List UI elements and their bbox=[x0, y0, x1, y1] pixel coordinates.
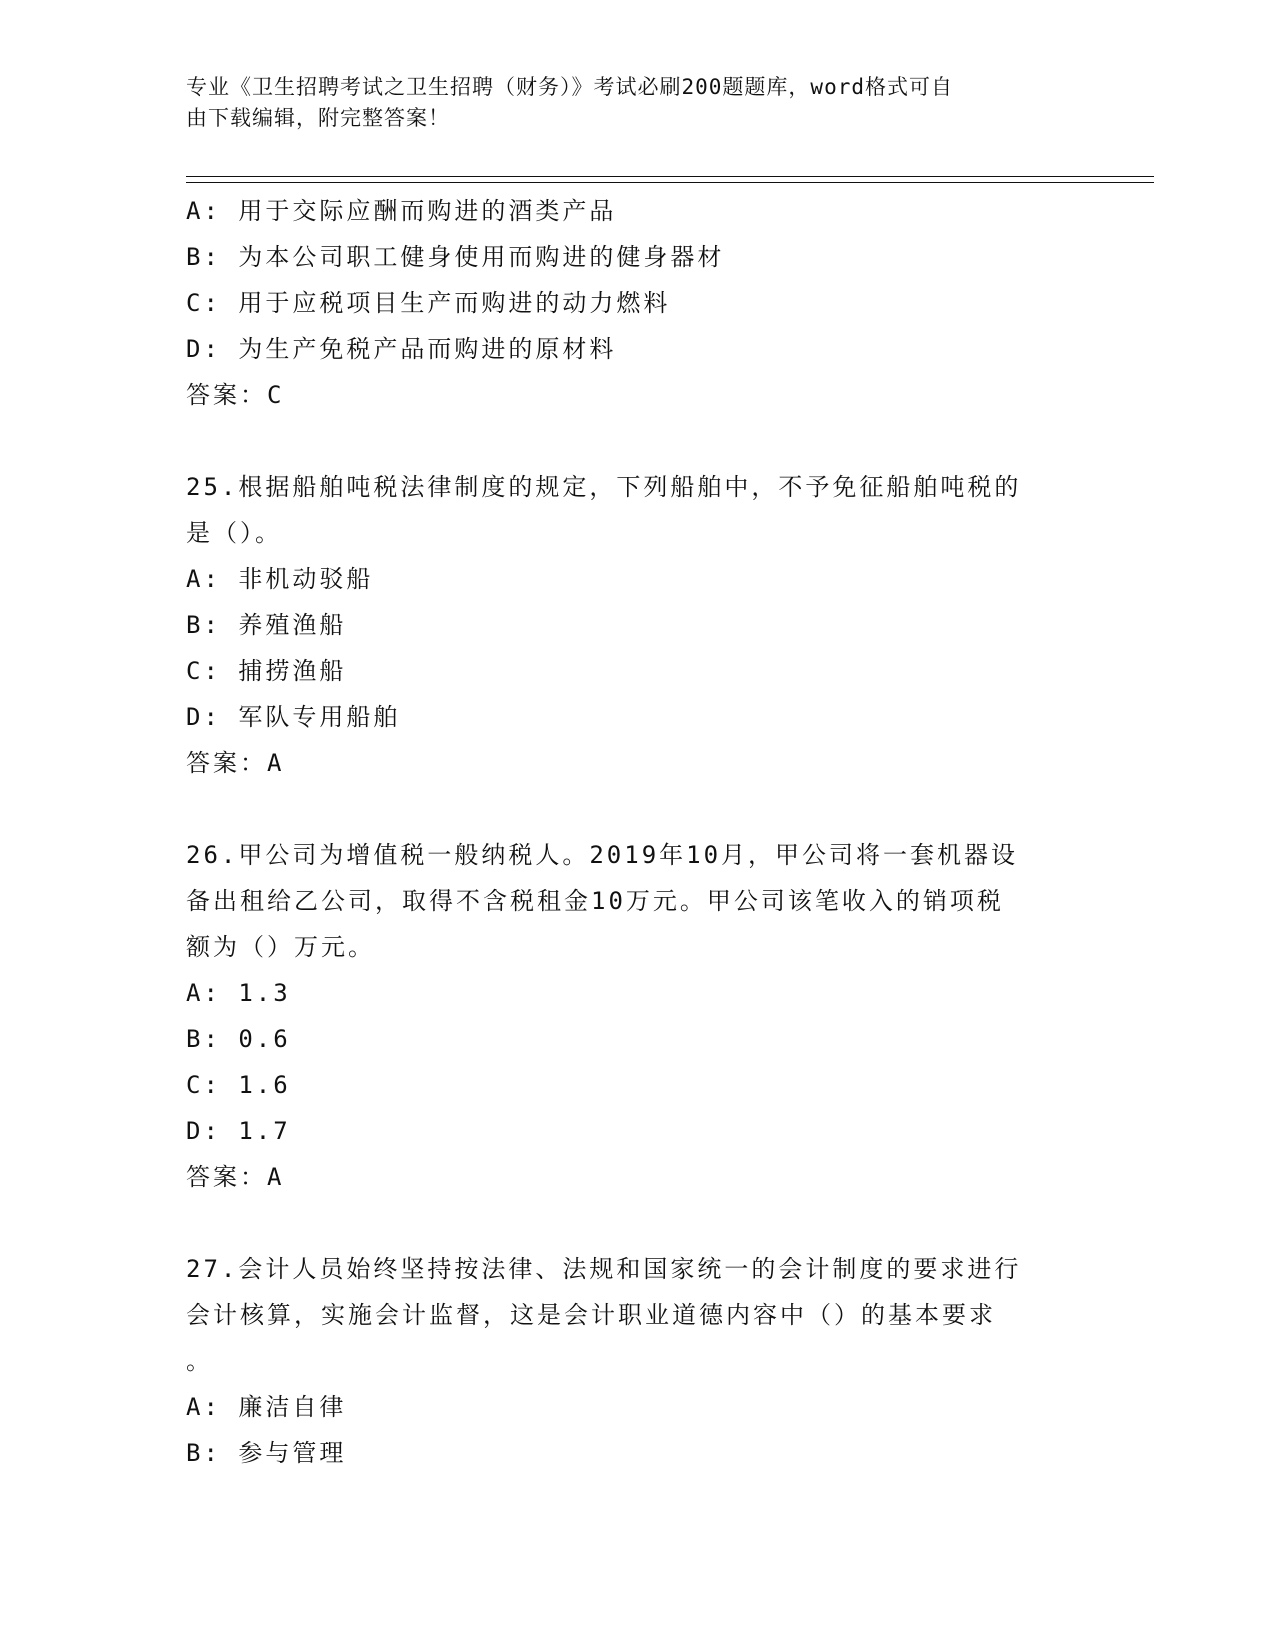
answer-line: 答案：A bbox=[186, 749, 285, 777]
question-stem-line: 备出租给乙公司，取得不含税租金10万元。甲公司该笔收入的销项税 bbox=[186, 887, 1004, 915]
question-stem-line: 会计核算，实施会计监督，这是会计职业道德内容中（）的基本要求 bbox=[186, 1301, 996, 1329]
option-d: D: 军队专用船舶 bbox=[186, 703, 401, 731]
answer-line: 答案：C bbox=[186, 381, 285, 409]
option-b: B: 参与管理 bbox=[186, 1439, 347, 1467]
option-b: B: 养殖渔船 bbox=[186, 611, 347, 639]
header-rule-top bbox=[186, 176, 1154, 177]
option-d: D: 1.7 bbox=[186, 1117, 291, 1145]
question-stem-line: 26.甲公司为增值税一般纳税人。2019年10月，甲公司将一套机器设 bbox=[186, 841, 1019, 869]
option-c: C: 1.6 bbox=[186, 1071, 291, 1099]
document-body bbox=[186, 188, 1106, 1476]
option-a: A: 1.3 bbox=[186, 979, 291, 1007]
question-stem-line: 是（）。 bbox=[186, 519, 282, 547]
question-27-block bbox=[186, 1246, 1106, 1476]
header-line-1: 专业《卫生招聘考试之卫生招聘（财务）》考试必刷200题题库，word格式可自 bbox=[186, 75, 953, 99]
option-a: A: 用于交际应酬而购进的酒类产品 bbox=[186, 197, 617, 225]
option-c: C: 用于应税项目生产而购进的动力燃料 bbox=[186, 289, 671, 317]
spacer bbox=[186, 786, 1106, 832]
option-b: B: 为本公司职工健身使用而购进的健身器材 bbox=[186, 243, 725, 271]
option-b: B: 0.6 bbox=[186, 1025, 291, 1053]
option-a: A: 廉洁自律 bbox=[186, 1393, 347, 1421]
option-d: D: 为生产免税产品而购进的原材料 bbox=[186, 335, 617, 363]
option-c: C: 捕捞渔船 bbox=[186, 657, 347, 685]
question-stem-line: 27.会计人员始终坚持按法律、法规和国家统一的会计制度的要求进行 bbox=[186, 1255, 1022, 1283]
spacer bbox=[186, 1200, 1106, 1246]
header-rule-bottom bbox=[186, 182, 1154, 183]
option-a: A: 非机动驳船 bbox=[186, 565, 374, 593]
spacer bbox=[186, 418, 1106, 464]
answer-line: 答案：A bbox=[186, 1163, 285, 1191]
document-header bbox=[186, 72, 1066, 134]
question-stem-line: 25.根据船舶吨税法律制度的规定，下列船舶中，不予免征船舶吨税的 bbox=[186, 473, 1022, 501]
header-line-2: 由下载编辑，附完整答案！ bbox=[186, 106, 450, 130]
question-26-block bbox=[186, 832, 1106, 1200]
question-stem-line: 额为（）万元。 bbox=[186, 933, 375, 961]
prev-question-block bbox=[186, 188, 1106, 418]
question-25-block bbox=[186, 464, 1106, 786]
question-stem-line: 。 bbox=[186, 1347, 213, 1375]
